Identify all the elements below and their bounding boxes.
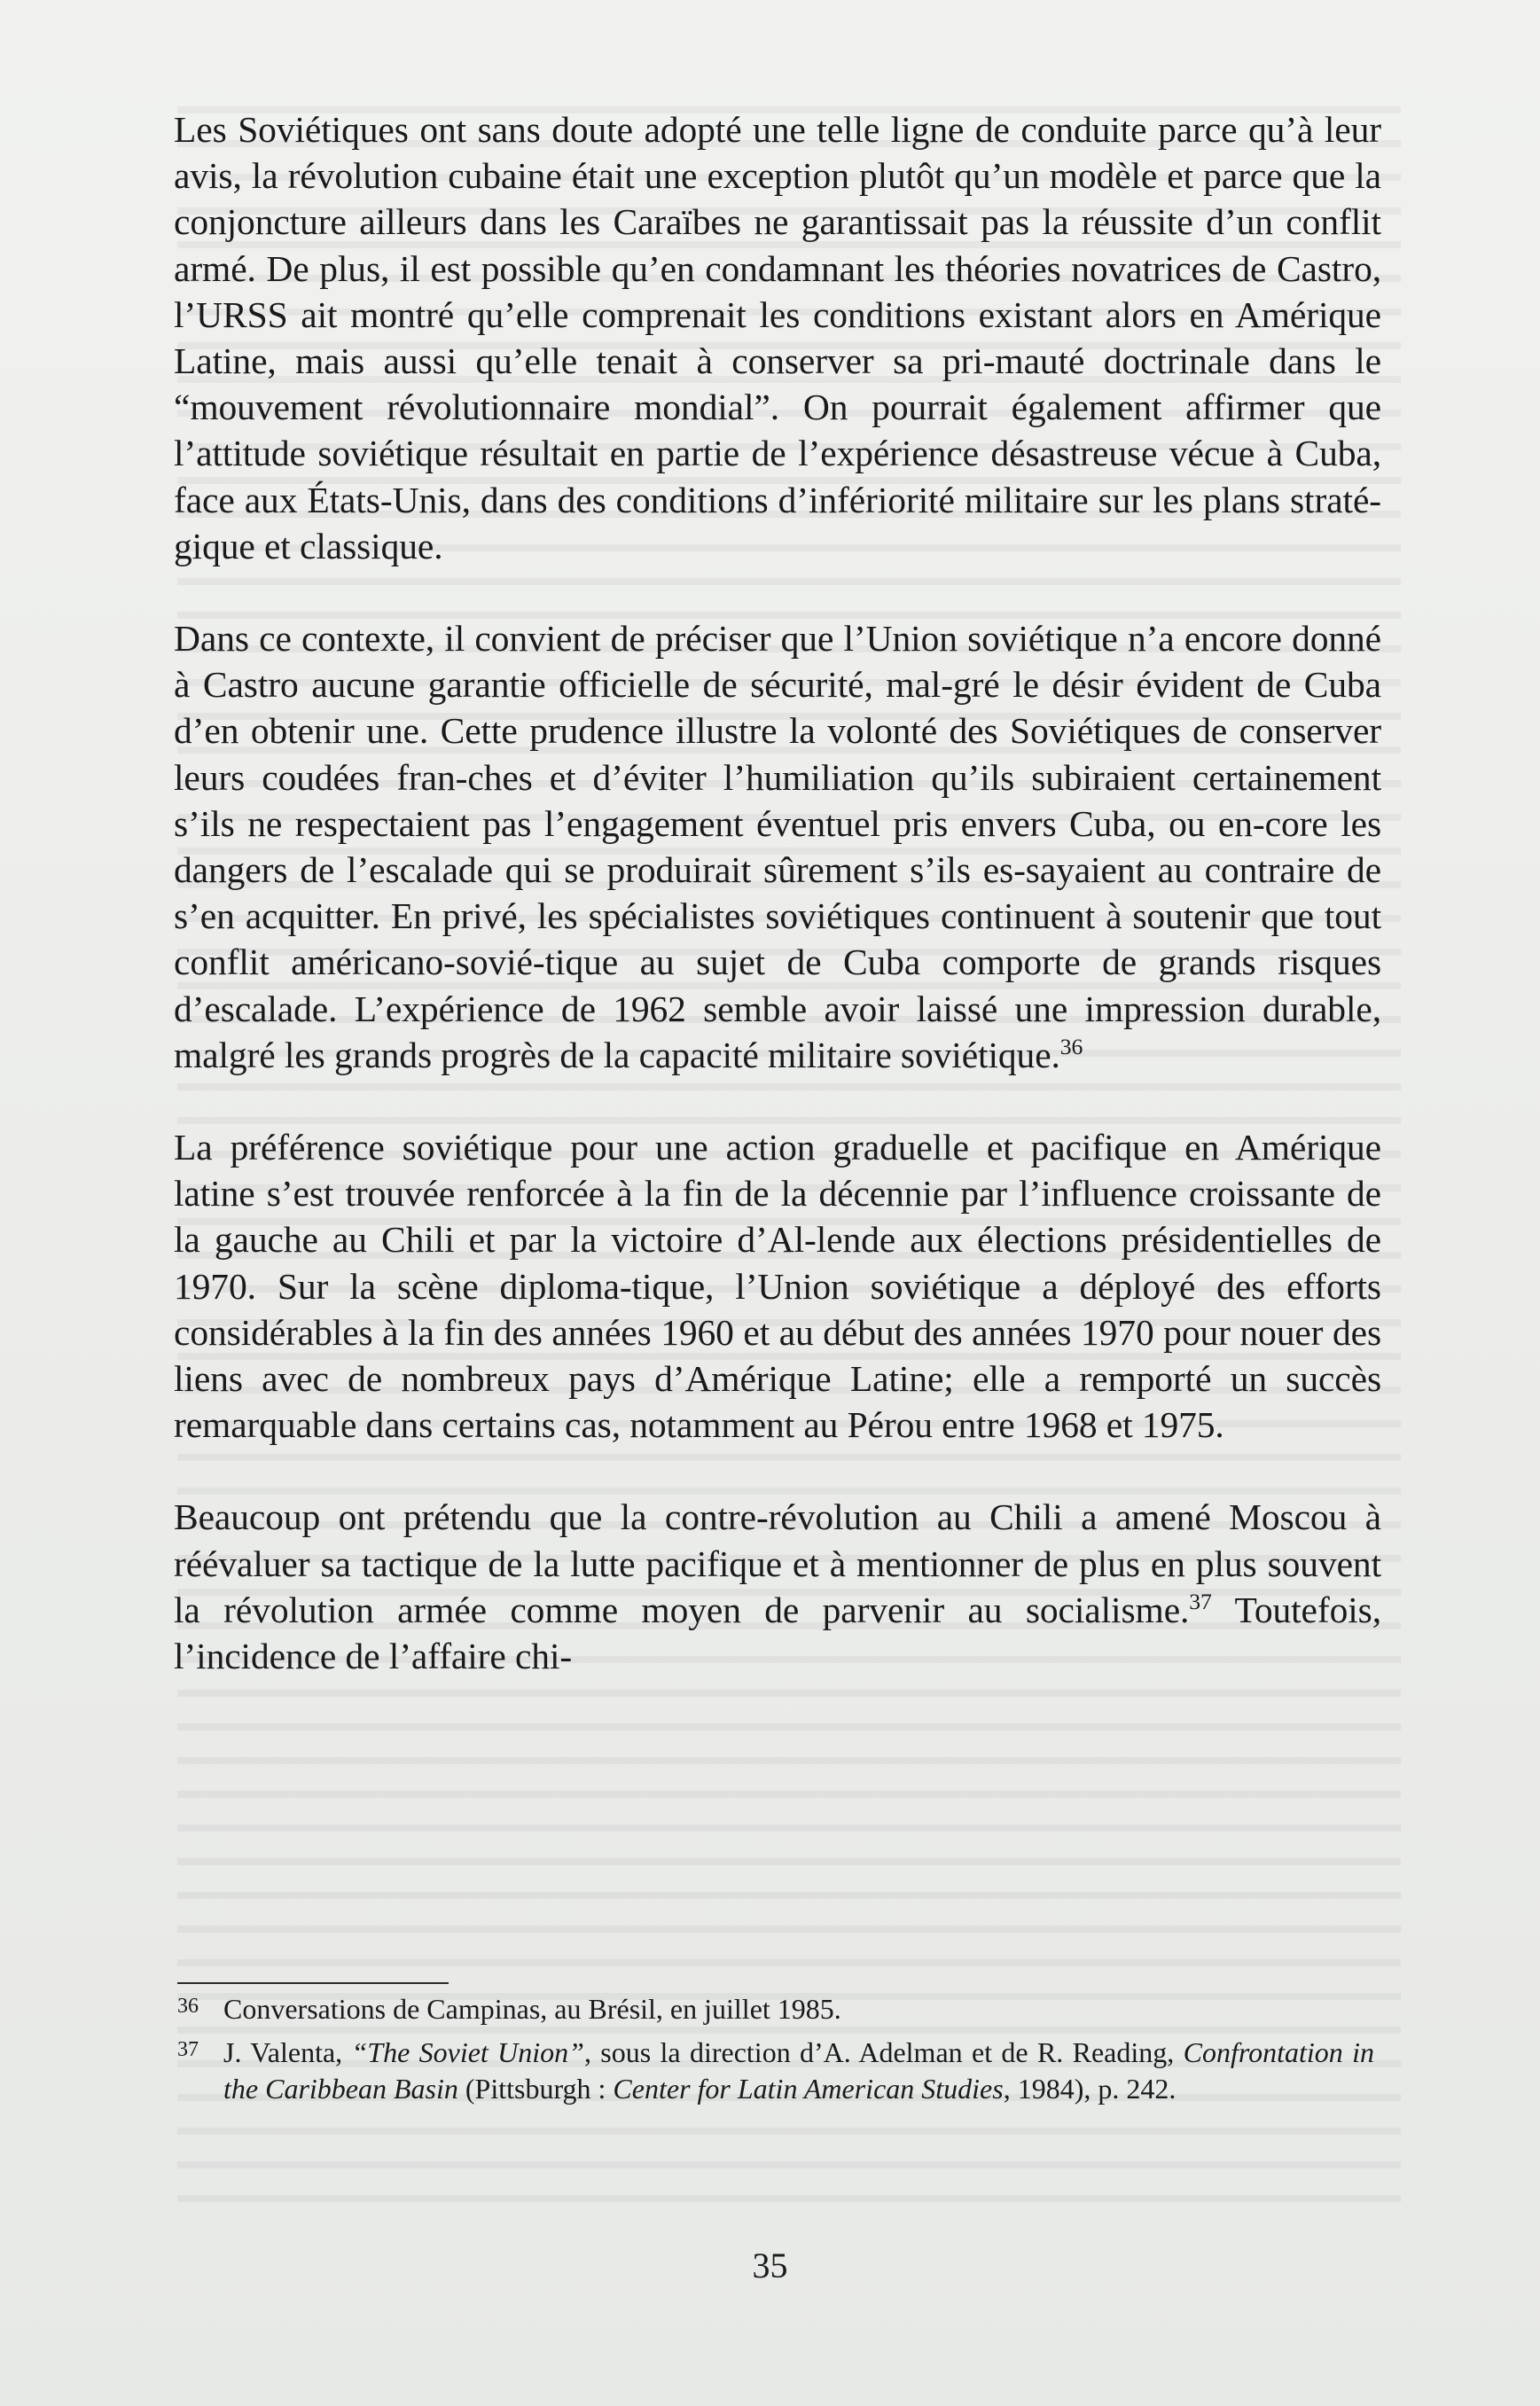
footnote-ref-36[interactable]: 36	[1059, 1034, 1083, 1060]
footnote-number: 37	[177, 2038, 199, 2061]
footnote-title-book: Confrontation in the Caribbean Basin	[223, 2036, 1375, 2105]
footnote-publisher: Center for Latin American Studies	[613, 2073, 1004, 2105]
paragraph-4	[174, 1494, 1381, 1679]
footnote-ref-37[interactable]: 37	[1189, 1589, 1212, 1615]
footnote-mid2: (Pittsburgh :	[457, 2073, 614, 2105]
paragraph-3-text: La préférence soviétique pour une action graduelle et pacifique en Amérique latine s’est trouvée renforcée à la fin de la décennie par l’influence croissante de la gauche au Chili et par la victoire d’Al-lende aux élections présidentielles de 1970. Sur la scène diploma-tique, l’Union soviétique a déployé des efforts considérables à la fin des années 1960 et au début des années 1970 pour nouer des liens avec de nombreux pays d’Amérique Latine; elle a remporté un succès remarquable dans certains cas, notamment au Pérou entre 1968 et 1975.	[174, 1127, 1381, 1446]
paragraph-2-text: Dans ce contexte, il convient de préciser que l’Union soviétique n’a encore donné à Castro aucune garantie officielle de sécurité, mal-gré le désir évident de Cuba d’en obtenir une. Cette prudence illustre la volonté des Soviétiques de conserver leurs coudées fran-ches et d’éviter l’humiliation qu’ils subiraient certainement s’ils ne respectaient pas l’engagement éventuel pris envers Cuba, ou en-core les dangers de l’escalade qui se produirait sûrement s’ils es-sayaient au contraire de s’en acquitter. En privé, les spécialistes soviétiques continuent à soutenir que tout conflit américano-sovié-tique au sujet de Cuba comporte de grands risques d’escalade. L’expérience de 1962 semble avoir laissé une impression durable, malgré les grands progrès de la capacité militaire soviétique.	[174, 618, 1381, 1075]
page-number: 35	[752, 2246, 788, 2285]
footnote-37	[177, 2035, 1374, 2107]
footnote-number: 36	[177, 1995, 199, 2018]
footnote-tail: , 1984), p. 242.	[1003, 2073, 1176, 2105]
footnote-title-chapter: “The Soviet Union”	[351, 2036, 584, 2068]
footnotes	[177, 1991, 1374, 2114]
paragraph-1-text: Les Soviétiques ont sans doute adopté une telle ligne de conduite parce qu’à leur avis, la révolution cubaine était une exception plutôt qu’un modèle et parce que la conjoncture ailleurs dans les Caraïbes ne garantissait pas la réussite d’un conflit armé. De plus, il est possible qu’en condamnant les théories novatrices de Castro, l’URSS ait montré qu’elle comprenait les conditions existant alors en Amérique Latine, mais aussi qu’elle tenait à conserver sa pri-mauté doctrinale dans le “mouvement révolutionnaire mondial”. On pourrait également affirmer que l’attitude soviétique résultait en partie de l’expérience désastreuse vécue à Cuba, face aux États-Unis, dans des conditions d’infériorité militaire sur les plans straté-gique et classique.	[174, 109, 1381, 566]
paragraph-4-text: Beaucoup ont prétendu que la contre-révolution au Chili a amené Moscou à réévaluer sa tactique de la lutte pacifique et à mentionner de plus en plus souvent la révolution armée comme moyen de parvenir au socialisme.	[174, 1496, 1381, 1630]
paragraph-2	[174, 615, 1381, 1078]
footnote-lead: J. Valenta,	[223, 2036, 352, 2068]
paragraph-4-tail: Toutefois, l’incidence de l’affaire chi-	[174, 1589, 1381, 1677]
footnote-mid: , sous la direction d’A. Adelman et de R. Reading,	[583, 2036, 1184, 2068]
paragraph-3	[174, 1124, 1381, 1448]
footnote-separator	[177, 1982, 449, 1984]
footnote-36	[177, 1991, 1374, 2027]
paragraph-1	[174, 106, 1381, 569]
footnote-text: Conversations de Campinas, au Brésil, en juillet 1985.	[223, 1993, 841, 2025]
body-text	[174, 106, 1381, 1725]
